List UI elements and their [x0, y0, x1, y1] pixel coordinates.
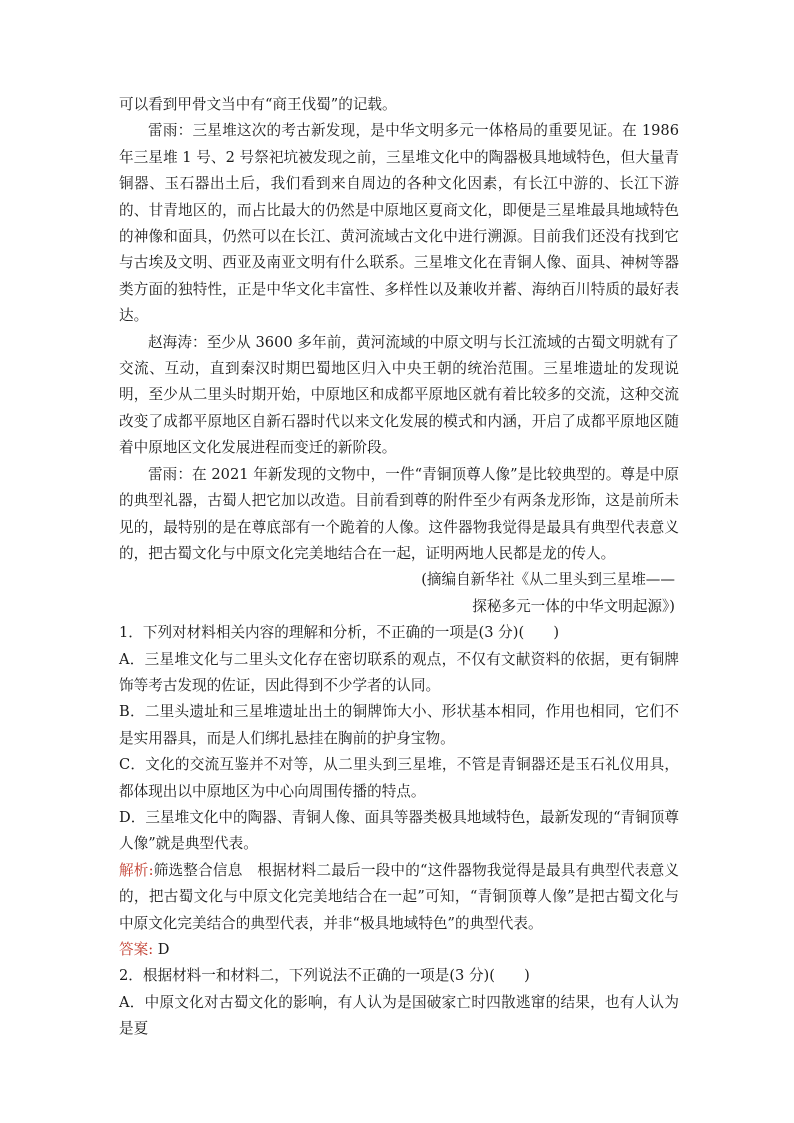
passage-paragraph-0: 可以看到甲骨文当中有“商王伐蜀”的记载。: [119, 96, 397, 113]
question-1-stem: 1．下列对材料相关内容的理解和分析，不正确的一项是(3 分)( ): [119, 624, 560, 642]
question-1-option-c: C．文化的交流互鉴并不对等，从二里头到三星堆，不管是青铜器还是玉石礼仪用具，都体现出以中原地区为中心向周围传播的特点。: [119, 756, 679, 800]
document-page: [119, 92, 679, 1043]
answer-label: 答案:: [119, 941, 154, 958]
passage-paragraph-1: 雷雨：三星堆这次的考古新发现，是中华文明多元一体格局的重要见证。在 1986 年三星堆 1 号、2 号祭祀坑被发现之前，三星堆文化中的陶器极具地域特色，但大量青铜器、玉石器出土后，我们看到来自周边的各种文化因素，有长江中游的、长江下游的、甘青地区的，而占比最大的仍然是中原地区夏商文化，即便是三星堆最具地域特色的神像和面具，仍然可以在长江、黄河流域古文化中进行溯源。目前我们还没有找到它与古埃及文明、西亚及南亚文明有什么联系。三星堆文化在青铜人像、面具、神树等器类方面的独特性，正是中华文化丰富性、多样性以及兼收并蓄、海纳百川特质的最好表达。: [119, 122, 679, 325]
analysis-text: 筛选整合信息 根据材料二最后一段中的“这件器物我觉得是最具有典型代表意义的，把古蜀文化与中原文化完美地结合在一起”可知，“青铜顶尊人像”是把古蜀文化与中原文化完美结合的典型代表，并非“极具地域特色”的典型代表。: [119, 861, 679, 932]
question-1-option-b: B．二里头遗址和三星堆遗址出土的铜牌饰大小、形状基本相同，作用也相同，它们不是实用器具，而是人们绑扎悬挂在胸前的护身宝物。: [119, 703, 679, 747]
source-citation-line-1: (摘编自新华社《从二里头到三星堆——: [421, 571, 675, 589]
question-2-stem: 2．根据材料一和材料二，下列说法不正确的一项是(3 分)( ): [119, 967, 530, 985]
question-1-analysis: [119, 858, 679, 937]
question-1-answer: [119, 937, 679, 963]
question-2-option-a: A．中原文化对古蜀文化的影响，有人认为是国破家亡时四散逃窜的结果，也有人认为是夏: [119, 993, 679, 1038]
question-1-option-a: A．三星堆文化与二里头文化存在密切联系的观点，不仅有文献资料的依据，更有铜牌饰等考古发现的佐证，因此得到不少学者的认同。: [119, 650, 679, 694]
analysis-label: 解析:: [119, 861, 154, 879]
source-citation-line-2: 探秘多元一体的中华文明起源》): [472, 597, 675, 615]
answer-text: D: [153, 941, 170, 958]
passage-paragraph-2: 赵海涛：至少从 3600 多年前，黄河流域的中原文明与长江流域的古蜀文明就有了交流、互动，直到秦汉时期巴蜀地区归入中央王朝的统治范围。三星堆遗址的发现说明，至少从二里头时期开始，中原地区和成都平原地区就有着比较多的交流，这种交流改变了成都平原地区自新石器时代以来文化发展的模式和内涵，开启了成都平原地区随着中原地区文化发展进程而变迁的新阶段。: [119, 333, 679, 457]
question-1-option-d: D．三星堆文化中的陶器、青铜人像、面具等器类极具地域特色，最新发现的“青铜顶尊人像”就是典型代表。: [119, 808, 679, 853]
passage-paragraph-3: 雷雨：在 2021 年新发现的文物中，一件“青铜顶尊人像”是比较典型的。尊是中原的典型礼器，古蜀人把它加以改造。目前看到尊的附件至少有两条龙形饰，这是前所未见的，最特别的是在尊底部有一个跪着的人像。这件器物我觉得是最具有典型代表意义的，把古蜀文化与中原文化完美地结合在一起，证明两地人民都是龙的传人。: [119, 465, 679, 562]
